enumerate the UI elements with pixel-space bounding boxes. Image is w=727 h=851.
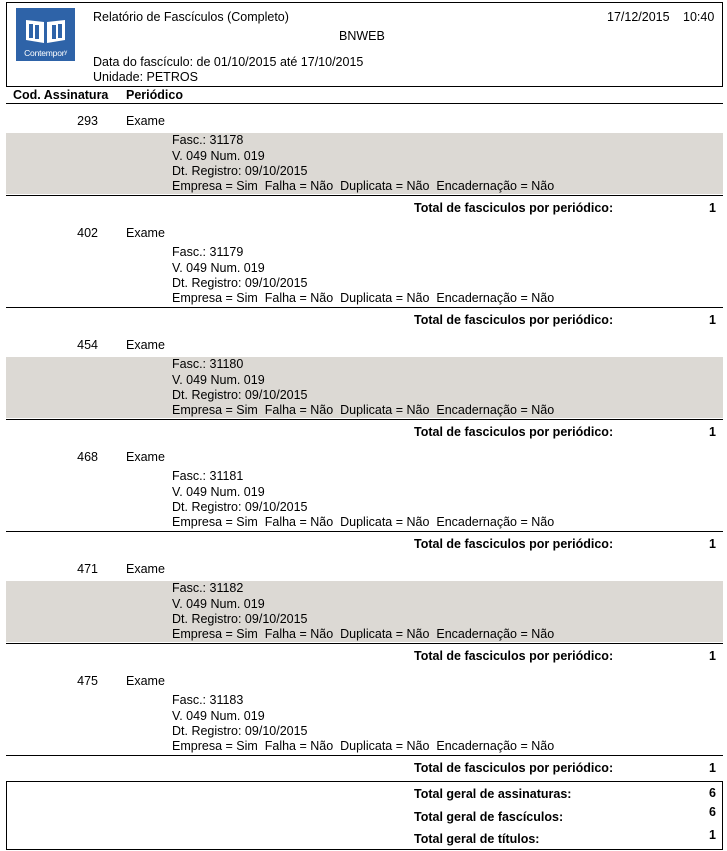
book-icon — [16, 10, 75, 50]
column-header-periodico: Periódico — [126, 88, 183, 102]
fascicle-flags: Empresa = Sim Falha = Não Duplicata = Não Encadernação = Não — [172, 403, 555, 417]
periodico-name: Exame — [126, 450, 165, 464]
total-assinaturas-label: Total geral de assinaturas: — [414, 787, 572, 801]
registro-date: Dt. Registro: 09/10/2015 — [172, 612, 308, 626]
total-assinaturas-value: 6 — [709, 786, 716, 800]
cod-assinatura: 475 — [77, 674, 98, 688]
fasc-number: Fasc.: 31178 — [172, 133, 244, 147]
volume-number: V. 049 Num. 019 — [172, 149, 265, 163]
total-fasciculos-value: 6 — [709, 805, 716, 819]
registro-date: Dt. Registro: 09/10/2015 — [172, 164, 308, 178]
total-titulos-value: 1 — [709, 828, 716, 842]
cod-assinatura: 402 — [77, 226, 98, 240]
group-total-label: Total de fasciculos por periódico: — [414, 537, 614, 551]
group-total-value: 1 — [709, 537, 716, 551]
group-total-value: 1 — [709, 313, 716, 327]
group-total-label: Total de fasciculos por periódico: — [414, 761, 614, 775]
unit-label: Unidade: PETROS — [93, 70, 198, 84]
cod-assinatura: 454 — [77, 338, 98, 352]
volume-number: V. 049 Num. 019 — [172, 373, 265, 387]
group-total-label: Total de fasciculos por periódico: — [414, 313, 614, 327]
fasc-number: Fasc.: 31179 — [172, 245, 244, 259]
group-total-value: 1 — [709, 649, 716, 663]
cod-assinatura: 293 — [77, 114, 98, 128]
registro-date: Dt. Registro: 09/10/2015 — [172, 388, 308, 402]
fasc-number: Fasc.: 31181 — [172, 469, 244, 483]
volume-number: V. 049 Num. 019 — [172, 485, 265, 499]
cod-assinatura: 471 — [77, 562, 98, 576]
column-header-divider — [6, 103, 723, 104]
group-total-value: 1 — [709, 425, 716, 439]
group-divider — [6, 643, 723, 644]
group-total-value: 1 — [709, 201, 716, 215]
group-total-value: 1 — [709, 761, 716, 775]
group-divider — [6, 419, 723, 420]
total-titulos-label: Total geral de títulos: — [414, 832, 540, 846]
fascicle-flags: Empresa = Sim Falha = Não Duplicata = Não Encadernação = Não — [172, 627, 555, 641]
periodico-name: Exame — [126, 674, 165, 688]
group-total-label: Total de fasciculos por periódico: — [414, 649, 614, 663]
periodico-name: Exame — [126, 338, 165, 352]
fasc-number: Fasc.: 31182 — [172, 581, 244, 595]
fascicle-flags: Empresa = Sim Falha = Não Duplicata = Não Encadernação = Não — [172, 739, 555, 753]
registro-date: Dt. Registro: 09/10/2015 — [172, 276, 308, 290]
group-divider — [6, 755, 723, 756]
fascicle-flags: Empresa = Sim Falha = Não Duplicata = Não Encadernação = Não — [172, 179, 555, 193]
cod-assinatura: 468 — [77, 450, 98, 464]
group-total-label: Total de fasciculos por periódico: — [414, 201, 614, 215]
group-divider — [6, 307, 723, 308]
group-total-label: Total de fasciculos por periódico: — [414, 425, 614, 439]
contemporary-logo — [16, 8, 75, 61]
registro-date: Dt. Registro: 09/10/2015 — [172, 500, 308, 514]
report-subtitle: BNWEB — [339, 29, 385, 43]
periodico-name: Exame — [126, 114, 165, 128]
report-title: Relatório de Fascículos (Completo) — [93, 10, 289, 24]
fascicle-flags: Empresa = Sim Falha = Não Duplicata = Não Encadernação = Não — [172, 291, 555, 305]
summary-box — [6, 781, 723, 850]
report-date: 17/12/2015 — [607, 10, 670, 24]
report-time: 10:40 — [683, 10, 715, 24]
volume-number: V. 049 Num. 019 — [172, 709, 265, 723]
logo-text: Contemporʸ — [24, 48, 67, 58]
periodico-name: Exame — [126, 562, 165, 576]
volume-number: V. 049 Num. 019 — [172, 261, 265, 275]
volume-number: V. 049 Num. 019 — [172, 597, 265, 611]
date-range: Data do fascículo: de 01/10/2015 até 17/10/2015 — [93, 55, 364, 69]
group-divider — [6, 531, 723, 532]
registro-date: Dt. Registro: 09/10/2015 — [172, 724, 308, 738]
fasc-number: Fasc.: 31183 — [172, 693, 244, 707]
fascicle-flags: Empresa = Sim Falha = Não Duplicata = Não Encadernação = Não — [172, 515, 555, 529]
total-fasciculos-label: Total geral de fascículos: — [414, 810, 564, 824]
group-divider — [6, 195, 723, 196]
column-header-cod: Cod. Assinatura — [13, 88, 109, 102]
fasc-number: Fasc.: 31180 — [172, 357, 244, 371]
periodico-name: Exame — [126, 226, 165, 240]
